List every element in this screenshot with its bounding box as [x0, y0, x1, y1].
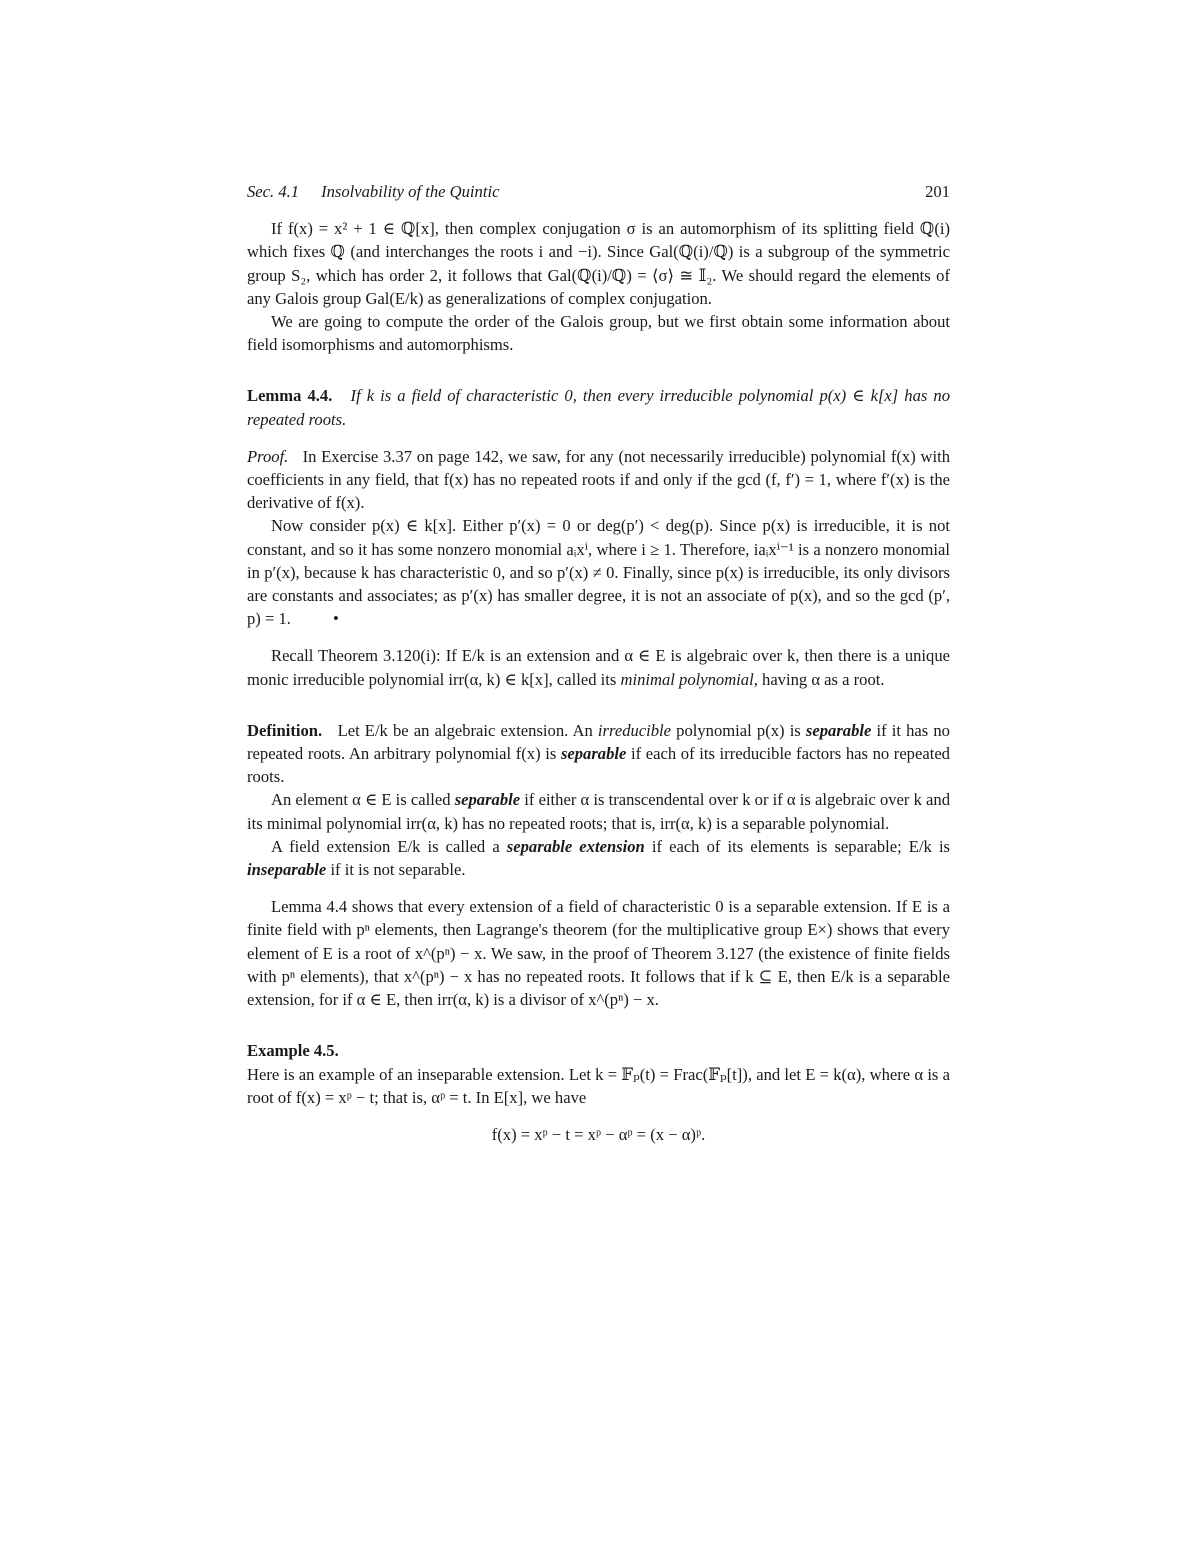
term-separable-element: separable	[454, 790, 521, 810]
def-text-2b: if either α is transcendental over k or if α is algebraic over k and its minimal polynomial irr(α, k) has no repeated roots; that is, irr(α, k) is a separable polynomial.	[247, 790, 950, 833]
def-text-3c: if it is not separable.	[326, 860, 466, 880]
def-text-1a: Let E/k be an algebraic extension. An	[337, 720, 598, 740]
def-text-3b: if each of its elements is separable; E/k is	[644, 836, 951, 856]
def-text-2a: An element α ∈ E is called	[271, 790, 455, 810]
def-text-3a: A field extension E/k is called a	[271, 836, 507, 856]
section-number: Sec. 4.1	[247, 182, 300, 201]
page-body	[247, 180, 950, 1146]
recall-text-a: Recall Theorem 3.120(i): If E/k is an extension and α ∈ E is algebraic over k, then there is a unique monic irreducible polynomial irr(α, k) ∈ k[x], called its	[247, 646, 950, 689]
definition-paragraph-3	[247, 835, 950, 881]
term-separable-2: separable	[560, 744, 627, 764]
term-irreducible: irreducible	[597, 720, 672, 740]
proof-text-2: Now consider p(x) ∈ k[x]. Either p′(x) = 0 or deg(p′) < deg(p). Since p(x) is irreducible, it is not constant, and so it has some nonzero monomial aᵢxⁱ, where i ≥ 1. Therefore, iaᵢxⁱ⁻¹ is a nonzero monomial in p′(x), because k has characteristic 0, and so p′(x) ≠ 0. Finally, since p(x) is irreducible, its only divisors are constants and associates; as p′(x) has smaller degree, it is not an associate of p(x), and so the gcd (p′, p) = 1.	[247, 516, 950, 629]
term-separable-extension: separable extension	[506, 836, 645, 856]
definition-heading: Definition.	[247, 720, 323, 740]
def-text-1d: if each of its irreducible factors has no repeated roots.	[247, 744, 950, 787]
example-heading	[247, 1039, 950, 1062]
definition-paragraph-2	[247, 788, 950, 834]
lemma-heading: Lemma 4.4.	[247, 386, 333, 406]
proof-paragraph-2	[247, 514, 950, 630]
proof-paragraph-1	[247, 445, 950, 515]
running-head	[247, 180, 950, 203]
example-body: Here is an example of an inseparable extension. Let k = 𝔽ₚ(t) = Frac(𝔽ₚ[t]), and let E = k(α), where α is a root of f(x) = xᵖ − t; that is, αᵖ = t. In E[x], we have	[247, 1064, 950, 1107]
def-text-1b: polynomial p(x) is	[671, 720, 806, 740]
lemma-statement: If k is a field of characteristic 0, then every irreducible polynomial p(x) ∈ k[x] has no repeated roots.	[247, 386, 951, 429]
paragraph-recall-theorem	[247, 644, 950, 690]
section-title: Insolvability of the Quintic	[321, 182, 500, 201]
definition-paragraph-1	[247, 719, 950, 789]
proof-text-1: In Exercise 3.37 on page 142, we saw, for any (not necessarily irreducible) polynomial f(x) with coefficients in any field, that f(x) has no repeated roots if and only if the gcd (f, f′) = 1, where f′(x) is the derivative of f(x).	[247, 446, 950, 513]
page-number: 201	[925, 182, 950, 201]
recall-text-b: , having α as a root.	[753, 669, 885, 689]
qed-mark: •	[332, 609, 339, 629]
term-separable: separable	[805, 720, 872, 740]
paragraph-finite-fields: Lemma 4.4 shows that every extension of a field of characteristic 0 is a separable extension. If E is a finite field with pⁿ elements, then Lagrange's theorem (for the multiplicative group E×) shows that every element of E is a root of x^(pⁿ) − x. We saw, in the proof of Theorem 3.127 (the existence of finite fields with pⁿ elements), that x^(pⁿ) − x has no repeated roots. It follows that if k ⊆ E, then E/k is a separable extension, for if α ∈ E, then irr(α, k) is a divisor of x^(pⁿ) − x.	[247, 897, 950, 1010]
term-minimal-polynomial: minimal polynomial	[620, 669, 754, 689]
example-title: Example 4.5.	[247, 1041, 339, 1061]
proof-heading: Proof.	[247, 446, 289, 466]
running-head-title	[247, 180, 499, 203]
term-inseparable: inseparable	[247, 860, 327, 880]
paragraph-complex-conjugation: If f(x) = x² + 1 ∈ ℚ[x], then complex conjugation σ is an automorphism of its splitting field ℚ(i) which fixes ℚ (and interchanges the roots i and −i). Since Gal(ℚ(i)/ℚ) is a subgroup of the symmetric group S₂, which has order 2, it follows that Gal(ℚ(i)/ℚ) = ⟨σ⟩ ≅ 𝕀₂. We should regard the elements of any Galois group Gal(E/k) as generalizations of complex conjugation.	[247, 219, 950, 308]
paragraph-galois-order: We are going to compute the order of the Galois group, but we first obtain some information about field isomorphisms and automorphisms.	[247, 312, 950, 355]
def-text-1c: if it has no repeated roots. An arbitrary polynomial f(x) is	[247, 720, 950, 764]
display-equation: f(x) = xᵖ − t = xᵖ − αᵖ = (x − α)ᵖ.	[491, 1124, 706, 1144]
lemma-4-4	[247, 384, 950, 430]
